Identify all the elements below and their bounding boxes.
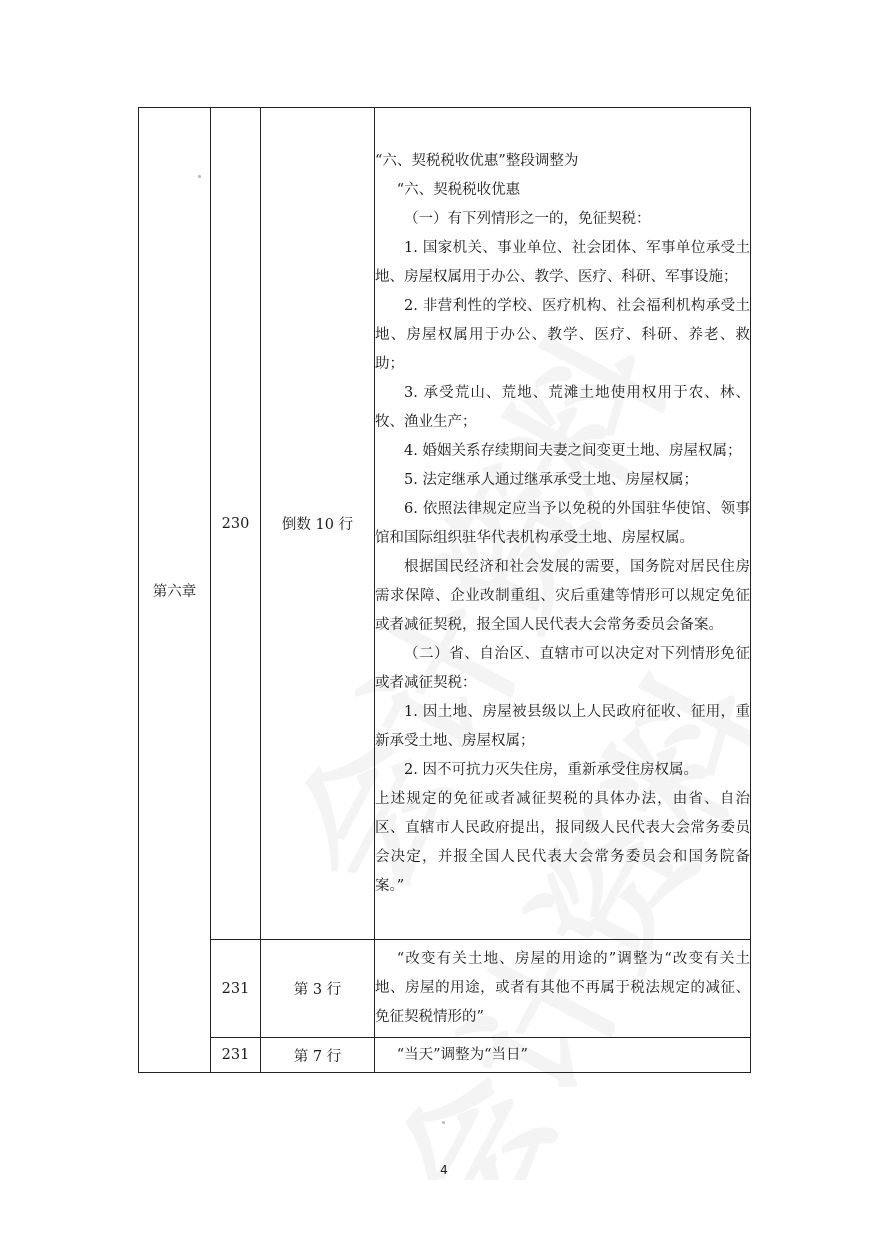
content-paragraph: 2. 因不可抗力灭失住房，重新承受住房权属。: [404, 761, 698, 778]
content-paragraph: （一）有下列情形之一的，免征契税：: [404, 210, 651, 227]
scan-speck: [442, 1121, 445, 1124]
table-row: [139, 108, 751, 940]
content-paragraph: “改变有关土地、房屋的用途的”调整为“改变有关土地、房屋的用途，或者有其他不再属于税法规定的减征、免征契税情形的”: [375, 951, 750, 1025]
page-number: 4: [440, 1163, 448, 1177]
table-row: [139, 1038, 751, 1073]
content-paragraph: 根据国民经济和社会发展的需要，国务院对居民住房需求保障、企业改制重组、灾后重建等情形可以规定免征或者减征契税，报全国人民代表大会常务委员会备案。: [375, 558, 750, 633]
table-row: [139, 940, 751, 1038]
chapter-cell: 第六章: [139, 108, 211, 1073]
content-cell: [375, 940, 751, 1038]
content-paragraph: 4. 婚姻关系存续期间夫妻之间变更土地、房屋权属；: [404, 442, 742, 459]
content-paragraph: 1. 因土地、房屋被县级以上人民政府征收、征用，重新承受土地、房屋权属；: [375, 703, 750, 749]
content-paragraph: “六、契税税收优惠: [396, 181, 521, 198]
page-cell: 231: [211, 1038, 261, 1073]
page-cell: 230: [211, 108, 261, 940]
content-paragraph: “当天”调整为“当日”: [396, 1046, 528, 1063]
content-paragraph: 5. 法定继承人通过继承承受土地、房屋权属；: [404, 471, 698, 488]
line-cell: 第 3 行: [261, 940, 375, 1038]
content-paragraph: 上述规定的免征或者减征契税的具体办法，由省、自治区、直辖市人民政府提出，报同级人民代表大会常务委员会决定，并报全国人民代表大会常务委员会和国务院备案。”: [375, 790, 750, 894]
line-cell: 第 7 行: [261, 1038, 375, 1073]
content-paragraph: 2. 非营利性的学校、医疗机构、社会福利机构承受土地、房屋权属用于办公、教学、医疗、科研、养老、救助；: [375, 297, 750, 372]
line-cell: 倒数 10 行: [261, 108, 375, 940]
content-cell: [375, 1038, 751, 1073]
content-paragraph: （二）省、自治区、直辖市可以决定对下列情形免征或者减征契税：: [375, 645, 750, 691]
content-paragraph: 3. 承受荒山、荒地、荒滩土地使用权用于农、林、牧、渔业生产；: [375, 384, 750, 430]
page-cell: 231: [211, 940, 261, 1038]
content-paragraph: “六、契税税收优惠”整段调整为: [375, 152, 579, 169]
errata-table: [138, 107, 751, 1073]
content-cell: [375, 108, 751, 940]
content-paragraph: 1. 国家机关、事业单位、社会团体、军事单位承受土地、房屋权属用于办公、教学、医疗、科研、军事设施；: [375, 239, 750, 285]
content-paragraph: 6. 依照法律规定应当予以免税的外国驻华使馆、领事馆和国际组织驻华代表机构承受土地、房屋权属。: [375, 500, 750, 546]
